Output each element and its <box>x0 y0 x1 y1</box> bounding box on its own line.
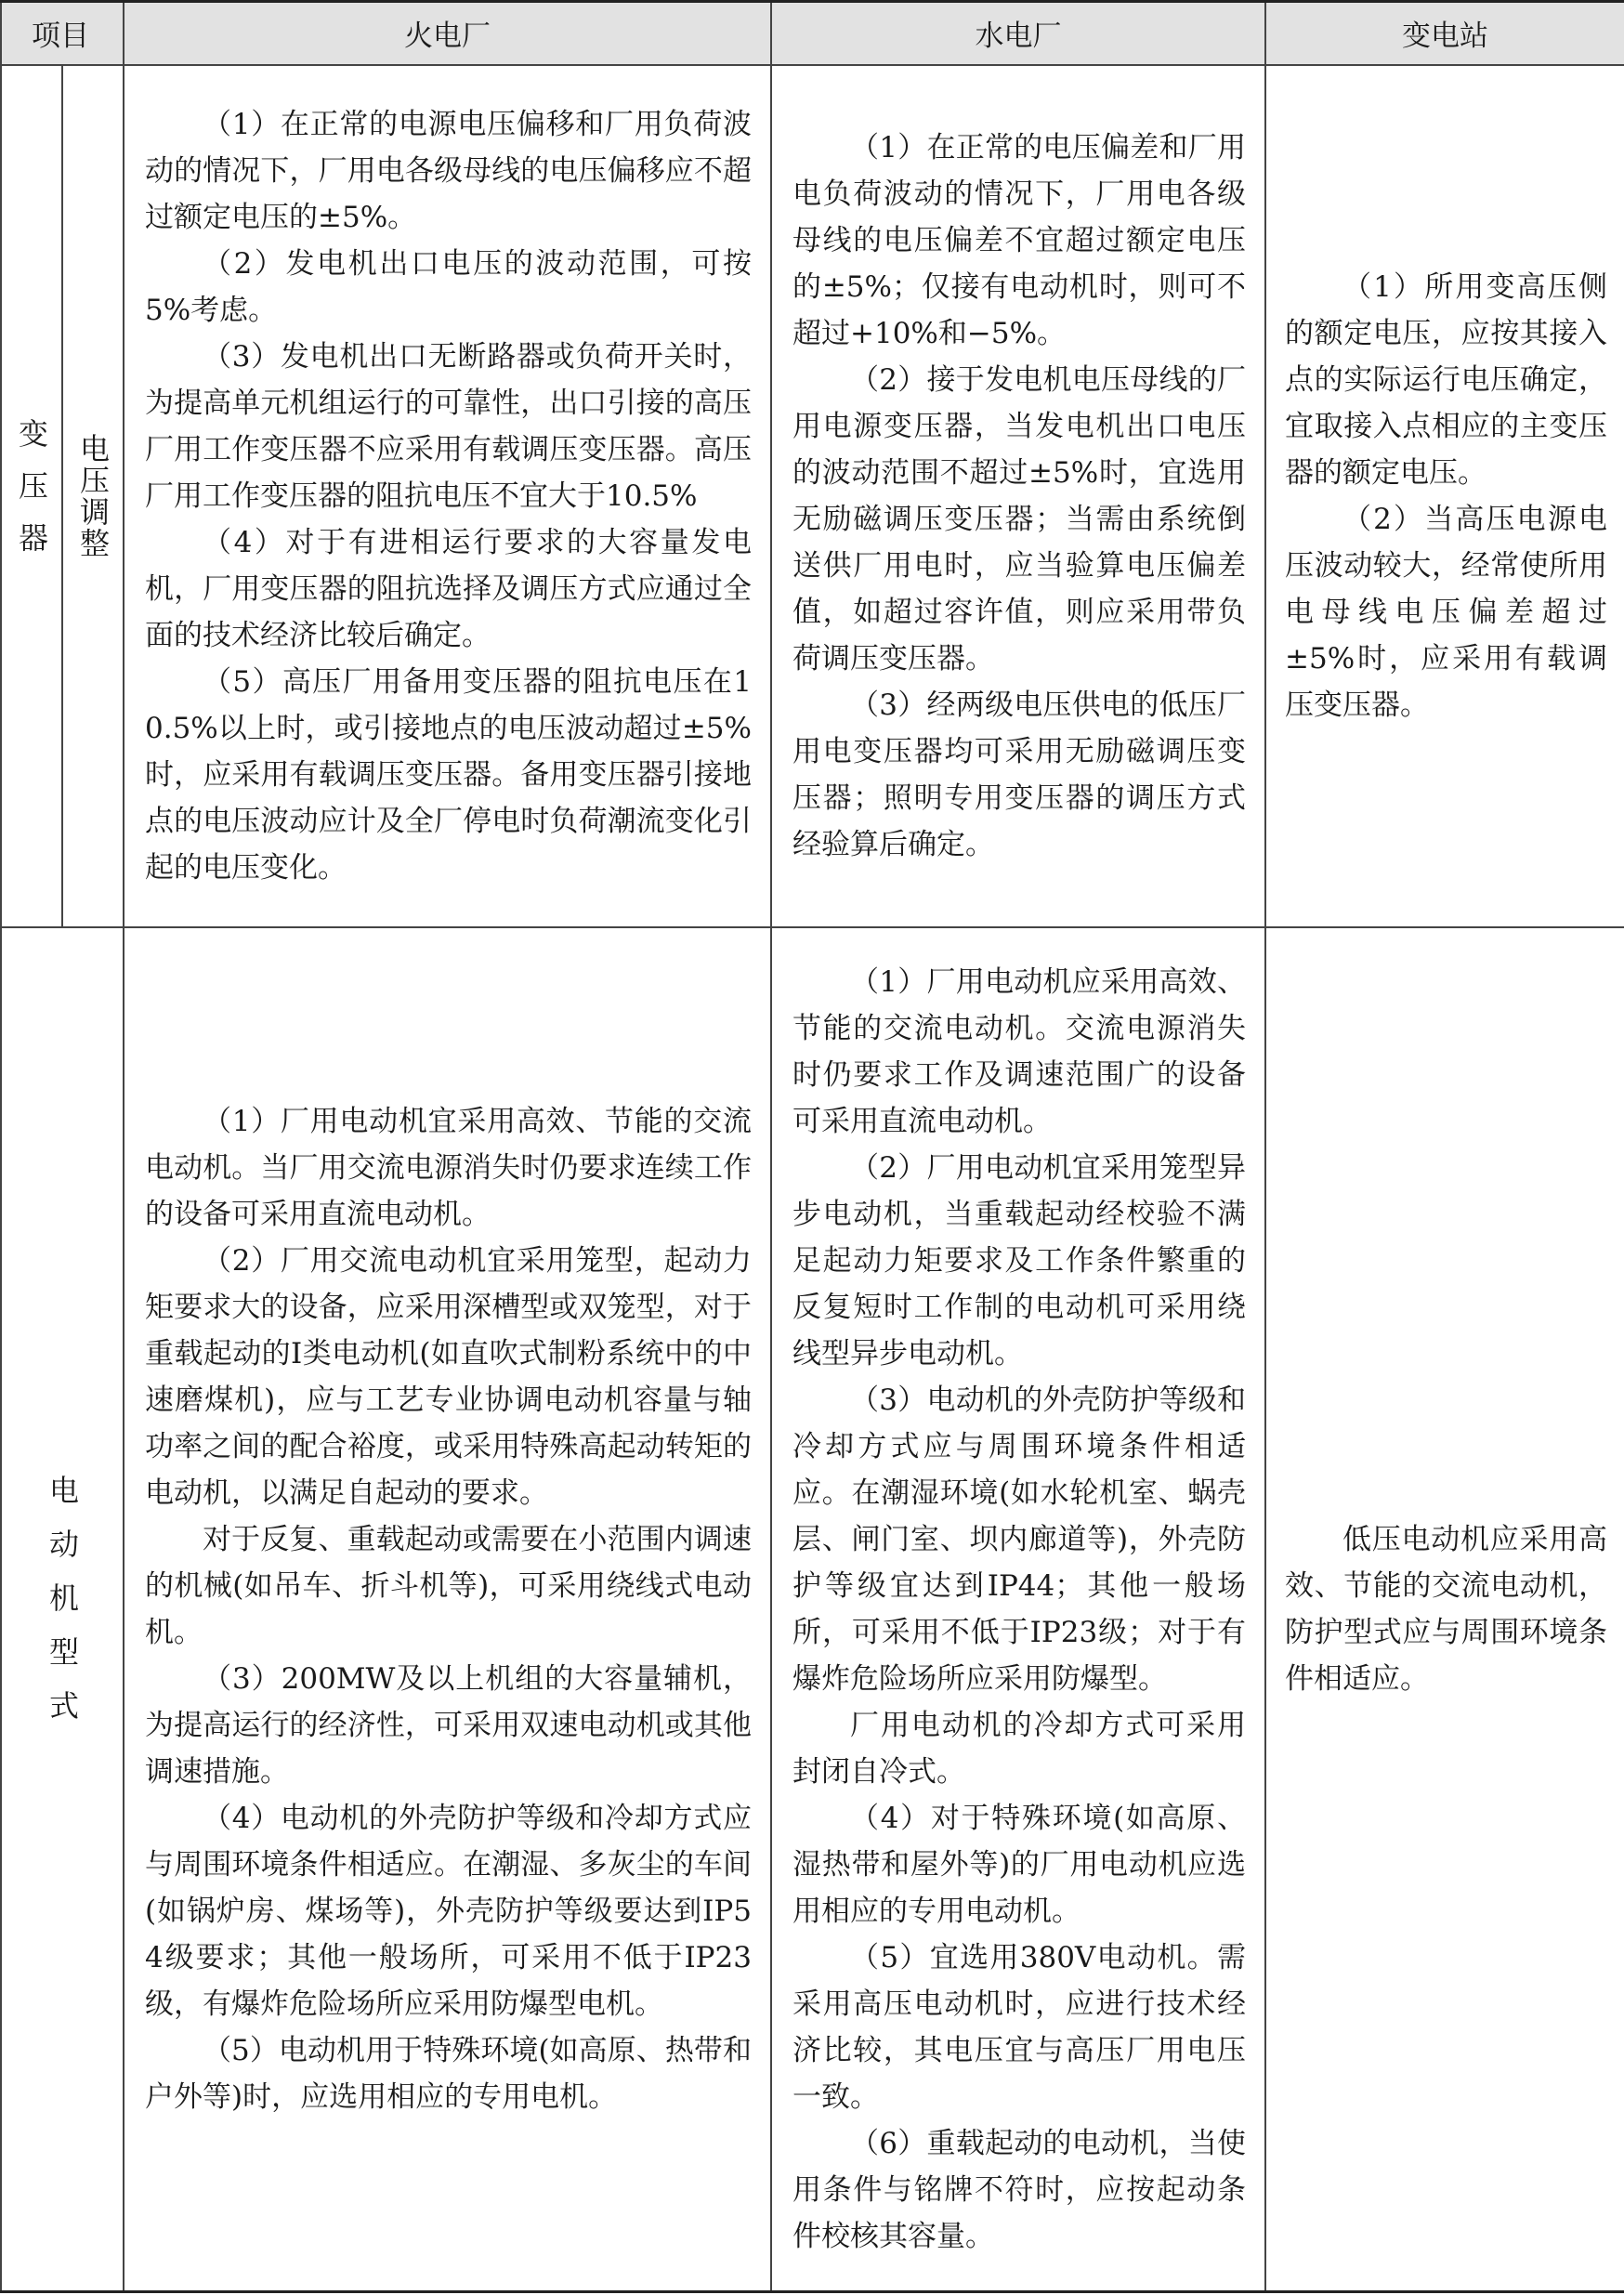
paragraph: 对于反复、重载起动或需要在小范围内调速的机械(如吊车、折斗机等)，可采用绕线式电动机。 <box>145 1522 752 1649</box>
paragraph: （2）接于发电机电压母线的厂用电源变压器，当发电机出口电压的波动范围不超过±5%时，宜选用无励磁调压变压器；当需由系统倒送供厂用电时，应当验算电压偏差值，如超过容许值，则应采用带负荷调压变压器。 <box>792 362 1246 675</box>
header-item: 项目 <box>1 2 124 65</box>
header-substation: 变电站 <box>1265 2 1624 65</box>
cell-substation-voltage <box>1265 65 1624 927</box>
paragraph: （1）在正常的电压偏差和厂用电负荷波动的情况下，厂用电各级母线的电压偏差不宜超过额定电压的±5%；仅接有电动机时，则可不超过+10%和−5%。 <box>792 130 1246 350</box>
header-row <box>1 2 1624 65</box>
paragraph: （3）发电机出口无断路器或负荷开关时，为提高单元机组运行的可靠性，出口引接的高压厂用工作变压器不应采用有载调压变压器。高压厂用工作变压器的阻抗电压不宜大于10.5% <box>145 339 752 513</box>
paragraph: 厂用电动机的冷却方式可采用封闭自冷式。 <box>792 1708 1246 1789</box>
header-hydro-plant: 水电厂 <box>771 2 1265 65</box>
cell-hydro-motor <box>771 927 1265 2292</box>
paragraph: （4）对于特殊环境(如高原、湿热带和屋外等)的厂用电动机应选用相应的专用电动机。 <box>792 1801 1246 1928</box>
category-transformer: 变压器 <box>1 65 62 927</box>
paragraph: （1）所用变高压侧的额定电压，应按其接入点的实际运行电压确定，宜取接入点相应的主变压器的额定电压。 <box>1285 269 1607 490</box>
paragraph: （2）厂用电动机宜采用笼型异步电动机，当重载起动经校验不满足起动力矩要求及工作条件繁重的反复短时工作制的电动机可采用绕线型异步电动机。 <box>792 1150 1246 1370</box>
paragraph: （6）重载起动的电动机，当使用条件与铭牌不符时，应按起动条件校核其容量。 <box>792 2126 1246 2253</box>
paragraph: （4）电动机的外壳防护等级和冷却方式应与周围环境条件相适应。在潮湿、多灰尘的车间(如锅炉房、煤场等)，外壳防护等级要达到IP54级要求；其他一般场所，可采用不低于IP23级，有爆炸危险场所应采用防爆型电机。 <box>145 1801 752 2021</box>
paragraph: （1）在正常的电源电压偏移和厂用负荷波动的情况下，厂用电各级母线的电压偏移应不超过额定电压的±5%。 <box>145 107 752 234</box>
cell-thermal-motor <box>124 927 771 2292</box>
row-voltage-regulation <box>1 65 1624 927</box>
paragraph: （5）高压厂用备用变压器的阻抗电压在10.5%以上时，或引接地点的电压波动超过±5%时，应采用有载调压变压器。备用变压器引接地点的电压波动应计及全厂停电时负荷潮流变化引起的电压变化。 <box>145 664 752 885</box>
category-motor-type: 电动机型式 <box>1 927 124 2292</box>
subcategory-voltage-regulation: 电压调整 <box>62 65 124 927</box>
cell-hydro-voltage <box>771 65 1265 927</box>
paragraph: （5）宜选用380V电动机。需采用高压电动机时，应进行技术经济比较，其电压宜与高压厂用电压一致。 <box>792 1940 1246 2114</box>
paragraph: （1）厂用电动机宜采用高效、节能的交流电动机。当厂用交流电源消失时仍要求连续工作的设备可采用直流电动机。 <box>145 1104 752 1231</box>
paragraph: （2）厂用交流电动机宜采用笼型，起动力矩要求大的设备，应采用深槽型或双笼型，对于重载起动的Ⅰ类电动机(如直吹式制粉系统中的中速磨煤机)，应与工艺专业协调电动机容量与轴功率之间的配合裕度，或采用特殊高起动转矩的电动机，以满足自起动的要求。 <box>145 1243 752 1510</box>
paragraph: （2）当高压电源电压波动较大，经常使所用电母线电压偏差超过±5%时，应采用有载调压变压器。 <box>1285 502 1607 722</box>
paragraph: （3）200MW及以上机组的大容量辅机，为提高运行的经济性，可采用双速电动机或其他调速措施。 <box>145 1661 752 1789</box>
cell-thermal-voltage <box>124 65 771 927</box>
paragraph: （1）厂用电动机应采用高效、节能的交流电动机。交流电源消失时仍要求工作及调速范围广的设备可采用直流电动机。 <box>792 964 1246 1138</box>
row-motor-type <box>1 927 1624 2292</box>
paragraph: （4）对于有进相运行要求的大容量发电机，厂用变压器的阻抗选择及调压方式应通过全面的技术经济比较后确定。 <box>145 525 752 652</box>
cell-substation-motor <box>1265 927 1624 2292</box>
paragraph: （2）发电机出口电压的波动范围，可按5%考虑。 <box>145 246 752 327</box>
paragraph: （3）经两级电压供电的低压厂用电变压器均可采用无励磁调压变压器；照明专用变压器的调压方式经验算后确定。 <box>792 688 1246 861</box>
header-thermal-plant: 火电厂 <box>124 2 771 65</box>
paragraph: （5）电动机用于特殊环境(如高原、热带和户外等)时，应选用相应的专用电机。 <box>145 2033 752 2114</box>
paragraph: 低压电动机应采用高效、节能的交流电动机，防护型式应与周围环境条件相适应。 <box>1285 1522 1607 1696</box>
paragraph: （3）电动机的外壳防护等级和冷却方式应与周围环境条件相适应。在潮湿环境(如水轮机室、蜗壳层、闸门室、坝内廊道等)，外壳防护等级宜达到IP44；其他一般场所，可采用不低于IP23级；对于有爆炸危险场所应采用防爆型。 <box>792 1383 1246 1696</box>
